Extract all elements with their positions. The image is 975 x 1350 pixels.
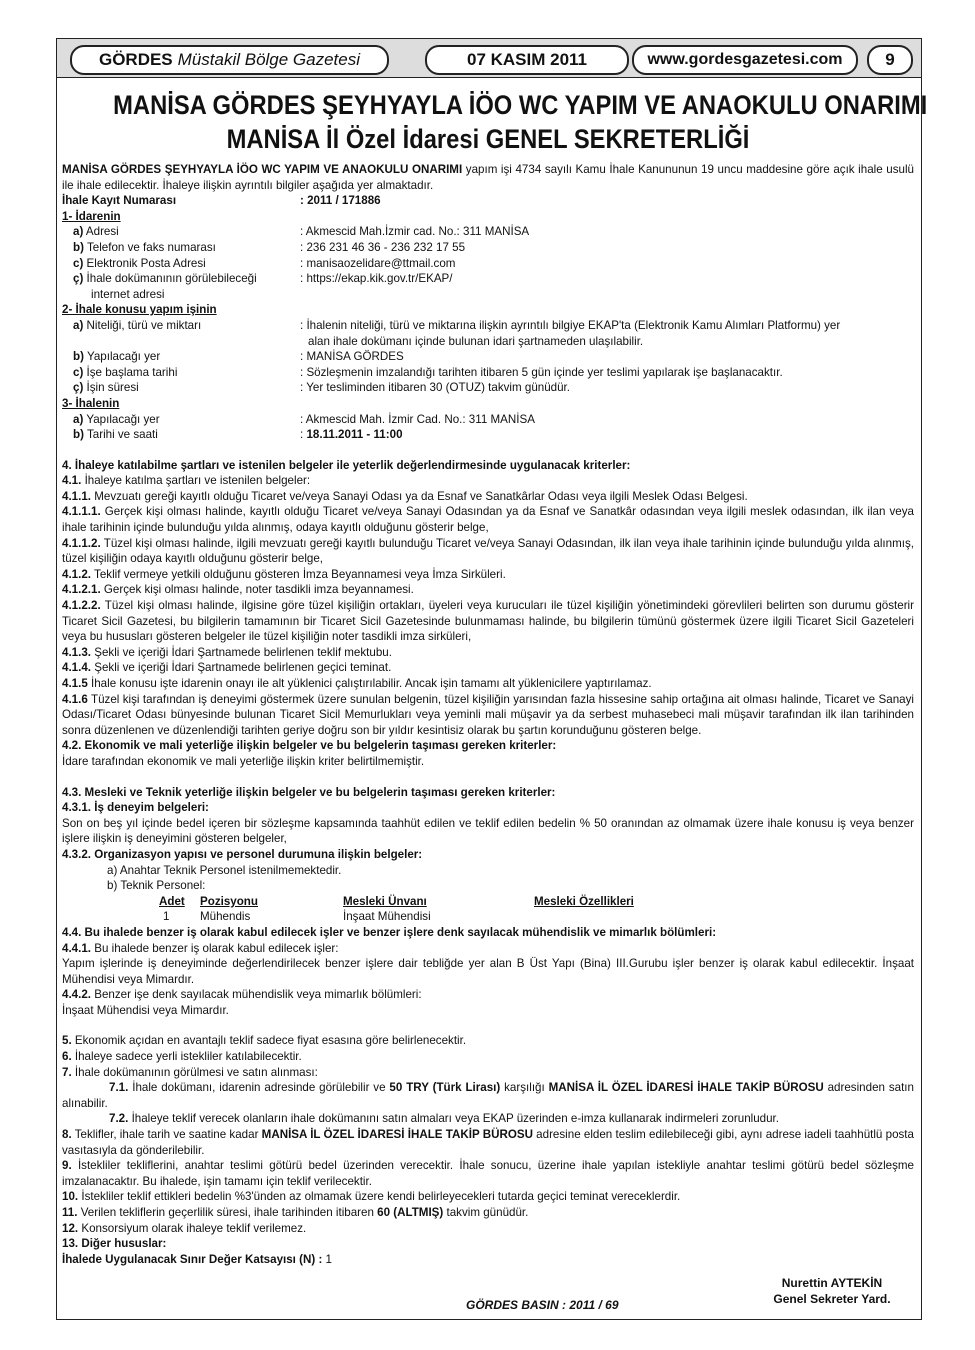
intro-paragraph: MANİSA GÖRDES ŞEYHYAYLA İÖO WC YAPIM VE ANAOKULU ONARIMI yapım işi 4734 sayılı Kamu İhale Kanununun 19 uncu maddesine göre açık ihale usulü ile ihale edilecektir. İhaleye ilişkin ayrıntılı bilgiler aşağıda yer almaktadır. [62, 163, 914, 192]
p-4-1-3: 4.1.3. Şekli ve içeriği İdari Şartnamede belirlenen teklif mektubu. [62, 645, 392, 659]
p-4-1-2-2: 4.1.2.2. Tüzel kişi olması halinde, ilgisine göre tüzel kişiliğin ortakları, üyeleri veya kurucuları ile tüzel kişiliğin yönetimindeki görevlileri belirten son durumu gösterir Ticaret Sicil Gazetesi, bu bilgilerin tamamının bir Ticaret Sicil Gazetesinde bulunmaması halinde, bu bilgilerin tümünü göstermek üzere ilgili Ticaret Sicil Gazeteleri veya bu hususları gösteren belgeler ile tüzel kişiliğin noter tasdikli imza sirküleri, [62, 599, 914, 644]
section-2-title: 2- İhale konusu yapım işinin [62, 303, 217, 317]
sec1-row-a: a) Adresi : Akmescid Mah.İzmir cad. No.: 311 MANİSA [73, 225, 530, 239]
signature-block [757, 1275, 907, 1307]
p-4-1-2: 4.1.2. Teklif vermeye yetkili olduğunu gösteren İmza Beyannamesi veya İmza Sirküleri. [62, 567, 506, 581]
page-number-pill [867, 45, 913, 75]
basin-code: GÖRDES BASIN : 2011 / 69 [466, 1298, 619, 1312]
p-4-4-heading: 4.4. Bu ihalede benzer iş olarak kabul edilecek işler ve benzer işlere denk sayılacak mühendislik ve mimarlık bölümleri: [62, 925, 717, 939]
p-5: 5. Ekonomik açıdan en avantajlı teklif sadece fiyat esasına göre belirlenecektir. [62, 1034, 467, 1048]
section-3-title: 3- İhalenin [62, 396, 120, 410]
paper-name: GÖRDES [98, 50, 173, 69]
p-4-3-1-heading: 4.3.1. İş deneyim belgeleri: [62, 801, 209, 815]
website-url: www.gordesgazetesi.com [647, 51, 843, 68]
page-number: 9 [885, 50, 895, 69]
p-6: 6. İhaleye sadece yerli istekliler katılabilecektir. [62, 1050, 302, 1064]
p-4-4-1-text: Yapım işlerinde iş deneyiminde değerlendirilecek benzer işlere dair tebliğde yer alan B Üst Yapı (Bina) III.Gurubu işler benzer iş olarak kabul edilecektir. İnşaat Mühendisi veya Mimardır. [62, 957, 914, 986]
p-4-3-2-heading: 4.3.2. Organizasyon yapısı ve personel durumuna ilişkin belgeler: [62, 847, 423, 861]
personnel-table-header: Adet Pozisyonu Mesleki Ünvanı Mesleki Özellikleri [159, 894, 634, 908]
p-4-4-2: 4.4.2. Benzer işe denk sayılacak mühendislik veya mimarlık bölümleri: [62, 988, 422, 1002]
p-12: 12. Konsorsiyum olarak ihaleye teklif verilemez. [62, 1221, 307, 1235]
p-13: 13. Diğer hususlar: [62, 1237, 167, 1251]
p-4-1-1-2: 4.1.1.2. Tüzel kişi olması halinde, ilgili mevzuatı gereği kayıtlı bulunduğu Ticaret ve/veya Sanayi Odasından, ilk ilan veya ihale tarihinin içinde bulunduğu yılda alınmış, tüzel kişiliğin odaya kayıtlı olduğunu gösterir belge, [62, 536, 914, 566]
sec1-row-b: b) Telefon ve faks numarası : 236 231 46 36 - 236 232 17 55 [73, 240, 466, 254]
section-4-heading: 4. İhaleye katılabilme şartları ve istenilen belgeler ile yeterlik değerlendirmesinde uygulanacak kriterler: [62, 458, 631, 472]
katsayi-line: İhalede Uygulanacak Sınır Değer Katsayısı (N) : 1 [62, 1252, 332, 1266]
p-10: 10. İstekliler teklif ettikleri bedelin %3'ünden az olmamak üzere kendi belirleyecekleri tutarda geçici teminat vereceklerdir. [62, 1190, 681, 1204]
p-4-2: İdare tarafından ekonomik ve mali yeterliğe ilişkin kriter belirtilmemiştir. [62, 754, 425, 768]
section-1-title: 1- İdarenin [62, 209, 121, 223]
p-7-1: 7.1. İhale dokümanı, idarenin adresinde görülebilir ve 50 TRY (Türk Lirası) karşılığı MANİSA İL ÖZEL İDARESİ İHALE TAKİP BÜROSU adresinden satın alınabilir. [62, 1081, 914, 1110]
p-4-1-2-1: 4.1.2.1. Gerçek kişi olması halinde, noter tasdikli imza beyannamesi. [62, 583, 414, 597]
signer-name: Nurettin AYTEKİN [781, 1276, 883, 1290]
p-4-1-4: 4.1.4. Şekli ve içeriği İdari Şartnamede belirlenen geçici teminat. [62, 661, 392, 675]
p-4-1: 4.1. İhaleye katılma şartları ve istenilen belgeler: [62, 474, 311, 488]
kayit-row: İhale Kayıt Numarası : 2011 / 171886 [62, 194, 381, 208]
personnel-table-row: 1 Mühendis İnşaat Mühendisi [163, 910, 431, 924]
paper-name-pill [70, 45, 389, 75]
p-7-2: 7.2. İhaleye teklif verecek olanların ihale dokümanını satın almaları veya EKAP üzerinden e-imza kullanarak indirmeleri zorunludur. [109, 1112, 780, 1126]
newspaper-page [56, 38, 928, 1320]
signer-title: Genel Sekreter Yard. [773, 1292, 891, 1306]
sec1-row-c: c) Elektronik Posta Adresi : manisaozelidare@ttmail.com [73, 256, 456, 270]
p-4-3-2-b: b) Teknik Personel: [107, 879, 206, 893]
p-8: 8. Teklifler, ihale tarih ve saatine kadar MANİSA İL ÖZEL İDARESİ İHALE TAKİP BÜROSU adresine elden teslim edilebileceği gibi, aynı adrese iadeli taahhütlü posta vasıtasıyla da gönderilebilir. [62, 1128, 914, 1157]
p-4-3-2-a: a) Anahtar Teknik Personel istenilmemektedir. [107, 863, 342, 877]
title-line-2: MANİSA İl Özel İdaresi GENEL SEKRETERLİĞİ [226, 124, 750, 154]
sec3-row-b: b) Tarihi ve saati : 18.11.2011 - 11:00 [73, 428, 403, 442]
p-11: 11. Verilen tekliflerin geçerlilik süresi, ihale tarihinden itibaren 60 (ALTMIŞ) takvim günüdür. [62, 1206, 529, 1219]
issue-date: 07 KASIM 2011 [466, 50, 587, 69]
p-4-3-heading: 4.3. Mesleki ve Teknik yeterliğe ilişkin belgeler ve bu belgelerin taşıması gereken kriterler: [62, 785, 556, 799]
p-4-2-heading: 4.2. Ekonomik ve mali yeterliğe ilişkin belgeler ve bu belgelerin taşıması gereken kriterler: [62, 739, 557, 753]
p-4-4-1: 4.4.1. Bu ihalede benzer iş olarak kabul edilecek işler: [62, 941, 339, 955]
p-4-1-5: 4.1.5 İhale konusu işte idarenin onayı ile alt yüklenici çalıştırılabilir. Ancak işin tamamı alt yüklenicilere yaptırılamaz. [62, 677, 652, 690]
website-pill [632, 45, 858, 75]
sec2-row-d: ç) İşin süresi : Yer tesliminden itibaren 30 (OTUZ) takvim günüdür. [73, 381, 571, 395]
p-4-3-1: Son on beş yıl içinde bedel içeren bir sözleşme kapsamında taahhüt edilen ve teklif edilen bedelin % 50 oranından az olmamak üzere ihale konusu iş veya benzer işlere ilişkin iş deneyimini gösteren belgeler, [62, 816, 914, 846]
p-4-1-1: 4.1.1. Mevzuatı gereği kayıtlı olduğu Ticaret ve/veya Sanayi Odası ya da Esnaf ve Sanatkârlar Odası veya ilgili Meslek Odası Belgesi. [62, 489, 748, 503]
announcement-body [62, 88, 928, 1267]
paper-subtitle: Müstakil Bölge Gazetesi [177, 50, 361, 69]
sec1-row-d: ç) İhale dokümanının görülebileceği internet adresi : https://ekap.kik.gov.tr/EKAP/ [73, 272, 453, 301]
p-4-1-6: 4.1.6 Tüzel kişi tarafından iş deneyimi göstermek üzere sunulan belgenin, tüzel kişiliğin yarısından fazla hissesine sahip ortağına ait olması halinde, Ticaret ve Sanayi Odası/Ticaret Odası bünyesinde bulunan Ticaret Sicil Memurlukları veya yeminli mali müşavir ya da serbest muhasebeci mali müşavir tarafından ilk ilan tarihinden sonra düzenlenen ve düzenlendiği tarihten geriye doğru son bir yıldır kesintisiz olarak bu şartın korunduğunu gösteren belge. [62, 692, 914, 737]
title-line-1: MANİSA GÖRDES ŞEYHYAYLA İÖO WC YAPIM VE ANAOKULU ONARIMI [113, 90, 928, 120]
sec2-row-b: b) Yapılacağı yer : MANİSA GÖRDES [73, 350, 404, 364]
p-4-1-1-1: 4.1.1.1. Gerçek kişi olması halinde, kayıtlı olduğu Ticaret ve/veya Sanayi Odasından ya da Esnaf ve Sanatkâr odasından veya ilgili meslek odasından, ilk ilan veya ihale tarihinin içinde bulunduğu yılda alınmış, odaya kayıtlı olduğunu gösterir belge, [62, 505, 914, 535]
date-pill [425, 45, 629, 75]
sec2-row-a: a) Niteliği, türü ve miktarı : İhalenin niteliği, türü ve miktarına ilişkin ayrıntılı bilgiye EKAP'ta (Elektronik Kamu Alımları Platformu) yer alan ihale dokümanı içinde bulunan idari şartnameden ulaşılabilir. [73, 318, 841, 348]
sec2-row-c: c) İşe başlama tarihi : Sözleşmenin imzalandığı tarihten itibaren 5 gün içinde yer teslimi yapılarak işe başlanacaktır. [73, 365, 783, 379]
p-7: 7. İhale dokümanının görülmesi ve satın alınması: [62, 1065, 318, 1079]
p-9: 9. İstekliler tekliflerini, anahtar teslimi götürü bedel üzerinden verecektir. İhale sonucu, üzerine ihale yapılan istekliyle anahtar teslimi götürü bedel sözleşme imzalanacaktır. Bu ihalede, işin tamamı için teklif verilecektir. [62, 1159, 914, 1188]
page-header [57, 39, 921, 78]
p-4-4-2-text: İnşaat Mühendisi veya Mimardır. [62, 1003, 229, 1017]
sec3-row-a: a) Yapılacağı yer : Akmescid Mah. İzmir Cad. No.: 311 MANİSA [73, 412, 535, 426]
